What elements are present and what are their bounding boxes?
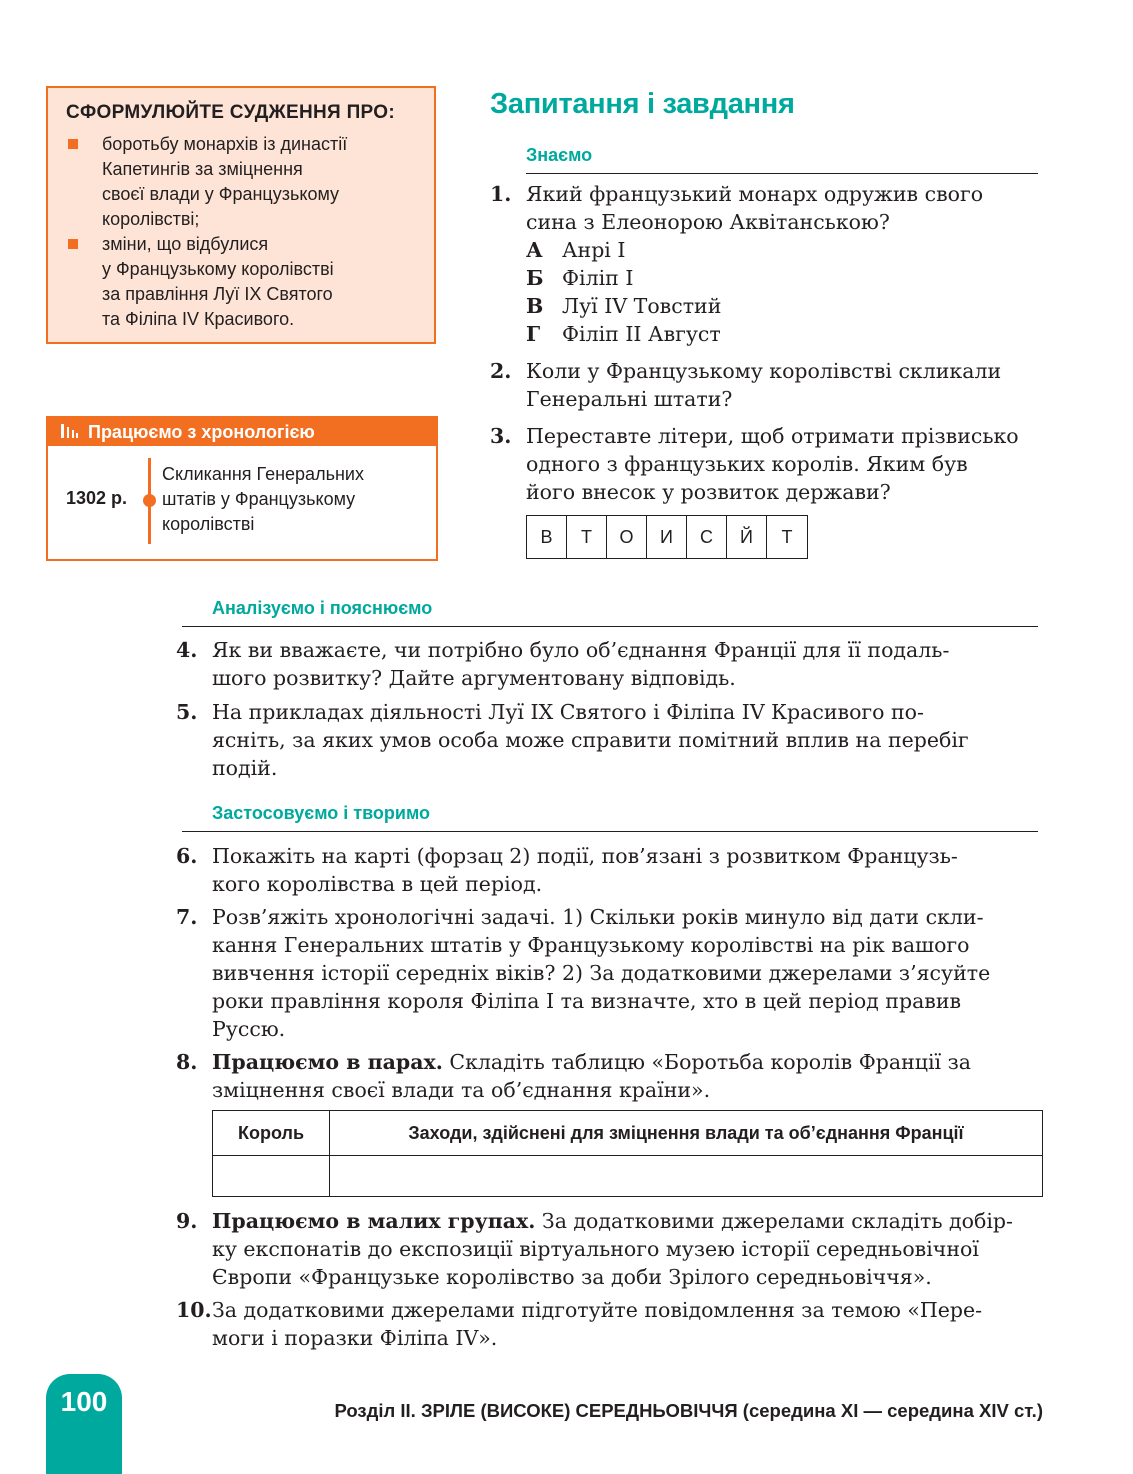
question-text: Як ви вважаєте, чи потрібно було об’єднання Франції для її подаль- шого розвитку? Дайте аргументовану відповідь. <box>212 638 950 690</box>
question-number: 6. <box>176 844 198 868</box>
question-number: 7. <box>176 905 198 929</box>
letter-cell: И <box>647 516 687 558</box>
question-number: 9. <box>176 1209 198 1233</box>
section-title: Запитання і завдання <box>490 88 795 120</box>
question-number: 4. <box>176 638 198 662</box>
question-number: 8. <box>176 1050 198 1074</box>
subhead-know: Знаємо <box>526 145 593 165</box>
divider <box>182 626 1038 627</box>
answer-option[interactable]: В Луї IV Товстий <box>526 294 722 318</box>
divider <box>526 173 1038 174</box>
chronology-title: Працюємо з хронологією <box>88 422 315 442</box>
letter-cell: Т <box>781 527 793 547</box>
subhead-apply: Застосовуємо і творимо <box>212 803 431 823</box>
question-text: За додатковими джерелами підготуйте повідомлення за темою «Пере- моги і поразки Філіпа IV». <box>212 1298 983 1350</box>
answer-table <box>212 1110 1043 1197</box>
timeline-dot-icon <box>143 494 156 507</box>
question-text: На прикладах діяльності Луї IX Святого і Філіпа IV Красивого по- ясніть, за яких умов особа може справити помітний вплив на перебіг подій. <box>212 700 969 780</box>
question-text: Переставте літери, щоб отримати прізвисько одного з французьких королів. Яким був його внесок у розвиток держави? <box>526 424 1019 504</box>
chapter-footer: Розділ II. ЗРІЛЕ (ВИСОКЕ) СЕРЕДНЬОВІЧЧЯ (середина XI — середина XIV ст.) <box>334 1400 1043 1421</box>
list-item: боротьбу монархів із династії Капетингів за зміцнення своєї влади у Французькому королівстві; <box>66 132 416 232</box>
question-number: 5. <box>176 700 198 724</box>
question-number: 1. <box>490 182 512 206</box>
divider <box>182 831 1038 832</box>
square-bullet-icon <box>68 239 78 249</box>
judgement-list <box>66 132 416 332</box>
judgement-box <box>46 86 436 344</box>
letter-cell: Т <box>567 516 607 558</box>
chronology-year: 1302 р. <box>66 488 128 508</box>
table-cell[interactable] <box>330 1156 1043 1197</box>
subhead-analyze: Аналізуємо і пояснюємо <box>212 598 433 618</box>
letter-cell: С <box>687 516 727 558</box>
question-number: 2. <box>490 359 512 383</box>
list-item: зміни, що відбулися у Французькому королівстві за правління Луї IX Святого та Філіпа IV Красивого. <box>66 232 416 332</box>
question-text: Працюємо в малих групах. За додатковими джерелами складіть добір- ку експонатів до експозиції віртуального музею історії середньовічної Європи «Французьке королівство за доби Зрілого середньовіччя». <box>212 1209 1013 1289</box>
question-text: Покажіть на карті (форзац 2) події, пов’язані з розвитком Французь- кого королівства в цей період. <box>212 844 958 896</box>
page-number-tab <box>46 1374 122 1474</box>
table-row <box>213 1111 1043 1156</box>
letter-cell: Й <box>727 516 767 558</box>
letter-puzzle <box>526 515 808 559</box>
chronology-header <box>48 418 436 446</box>
letter-cell: В <box>527 516 567 558</box>
question-number: 3. <box>490 424 512 448</box>
question-text: Коли у Французькому королівстві скликали Генеральні штати? <box>526 359 1002 411</box>
answer-option[interactable]: А Анрі I <box>526 238 626 262</box>
question-number: 10. <box>176 1298 212 1322</box>
table-header: Заходи, здійснені для зміцнення влади та об’єднання Франції <box>330 1111 1043 1156</box>
square-bullet-icon <box>68 139 78 149</box>
chronology-event: Скликання Генеральних штатів у Французькому королівстві <box>162 464 364 534</box>
answer-option[interactable]: Б Філіп I <box>526 266 634 290</box>
chronology-box <box>46 416 438 561</box>
judgement-title: СФОРМУЛЮЙТЕ СУДЖЕННЯ ПРО: <box>66 102 395 123</box>
table-header: Король <box>213 1111 330 1156</box>
answer-option[interactable]: Г Філіп II Август <box>526 322 721 346</box>
question-text: Працюємо в парах. Складіть таблицю «Боротьба королів Франції за зміцнення своєї влади та об’єднання країни». <box>212 1050 971 1102</box>
question-text: Який французький монарх одружив свого сина з Елеонорою Аквітанською? <box>526 182 984 234</box>
page-number: 100 <box>60 1386 108 1417</box>
table-cell[interactable] <box>213 1156 330 1197</box>
table-row <box>213 1156 1043 1197</box>
timeline-icon <box>60 423 82 439</box>
letter-cell: О <box>607 516 647 558</box>
question-text: Розв’яжіть хронологічні задачі. 1) Скільки років минуло від дати скли- кання Генеральних штатів у Французькому королівстві на рік вашого вивчення історії середніх віків? 2) За додатковими джерелами з’ясуйте роки правління короля Філіпа I та визначте, хто в цей період правив Руссю. <box>212 905 991 1041</box>
